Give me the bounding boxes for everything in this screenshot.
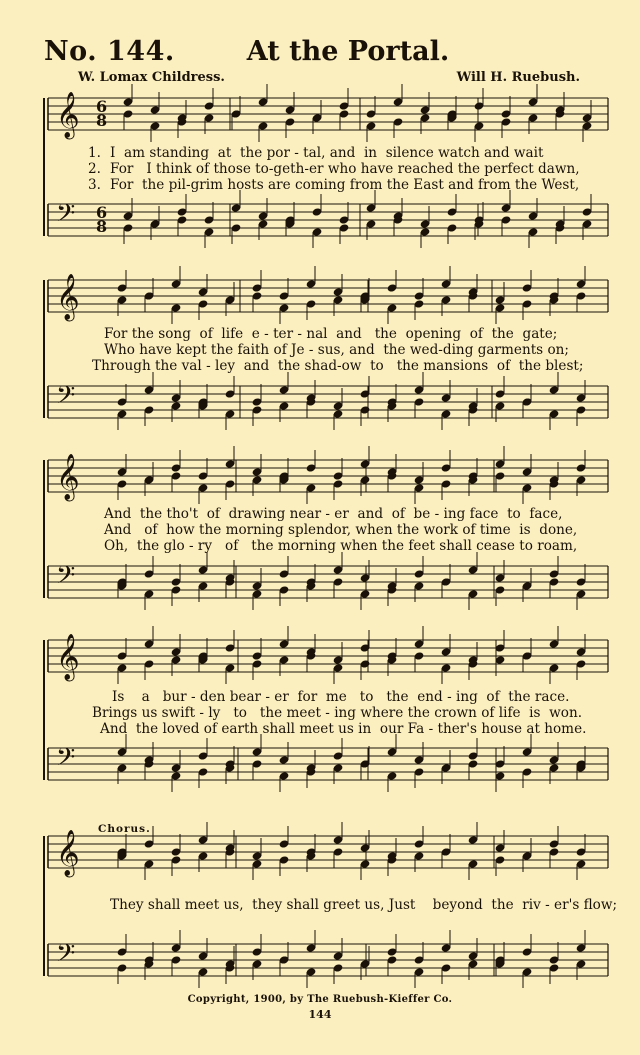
lyric-text: For the pil-grim hosts are coming from the East and from the West, <box>110 177 580 193</box>
bass-clef: 𝄢 <box>56 743 76 778</box>
verse-3-line-2: Through the val - ley and the shad-ow to the mansions of the blest; <box>92 358 584 374</box>
treble-clef: 𝄞 <box>56 92 80 138</box>
copyright-line: Copyright, 1900, by The Ruebush-Kieffer Co. <box>187 994 453 1005</box>
bass-clef: 𝄢 <box>56 561 76 596</box>
verse-2-line-2: Who have kept the faith of Je - sus, and the wed-ding garments on; <box>104 342 569 358</box>
chorus-lyric: They shall meet us, they shall greet us, Just beyond the riv - er's flow; <box>110 897 618 913</box>
verse-number: 2. <box>88 161 101 177</box>
lyricist-credit: W. Lomax Childress. <box>78 70 225 85</box>
page-number: 144 <box>308 1008 332 1021</box>
treble-clef: 𝄞 <box>56 830 80 876</box>
treble-clef: 𝄞 <box>56 454 80 500</box>
time-signature: 6 <box>96 97 108 116</box>
time-signature: 8 <box>96 217 108 236</box>
bass-clef: 𝄢 <box>56 939 76 974</box>
verse-3-line-1 <box>88 177 579 193</box>
lyric-text: For I think of those to-geth-er who have reached the perfect dawn, <box>110 161 580 177</box>
verse-number: 1. <box>88 145 101 161</box>
verse-2-line-3: And of how the morning splendor, when the work of time is done, <box>104 522 578 538</box>
verse-2-line-1 <box>88 161 580 177</box>
verse-3-line-3: Oh, the glo - ry of the morning when the feet shall cease to roam, <box>104 538 578 554</box>
treble-clef: 𝄞 <box>56 274 80 320</box>
bass-clef: 𝄢 <box>56 199 76 234</box>
hymn-title: At the Portal. <box>246 36 450 67</box>
treble-clef: 𝄞 <box>56 634 80 680</box>
verse-3-line-4: And the loved of earth shall meet us in our Fa - ther's house at home. <box>100 721 587 737</box>
verse-1-line-3: And the tho't of drawing near - er and of be - ing face to face, <box>104 506 563 522</box>
verse-2-line-4: Brings us swift - ly to the meet - ing where the crown of life is won. <box>92 705 583 721</box>
verse-1-line-4: Is a bur - den bear - er for me to the end - ing of the race. <box>112 689 570 705</box>
verse-1-line-1 <box>88 145 543 161</box>
verse-1-line-2: For the song of life e - ter - nal and the opening of the gate; <box>104 326 558 342</box>
lyric-text: I am standing at the por - tal, and in silence watch and wait <box>110 145 544 161</box>
time-signature: 8 <box>96 111 108 130</box>
chorus-label: Chorus. <box>98 823 151 835</box>
verse-number: 3. <box>88 177 101 193</box>
hymn-number: No. 144. <box>44 36 175 67</box>
time-signature: 6 <box>96 203 108 222</box>
composer-credit: Will H. Ruebush. <box>456 70 580 85</box>
bass-clef: 𝄢 <box>56 381 76 416</box>
